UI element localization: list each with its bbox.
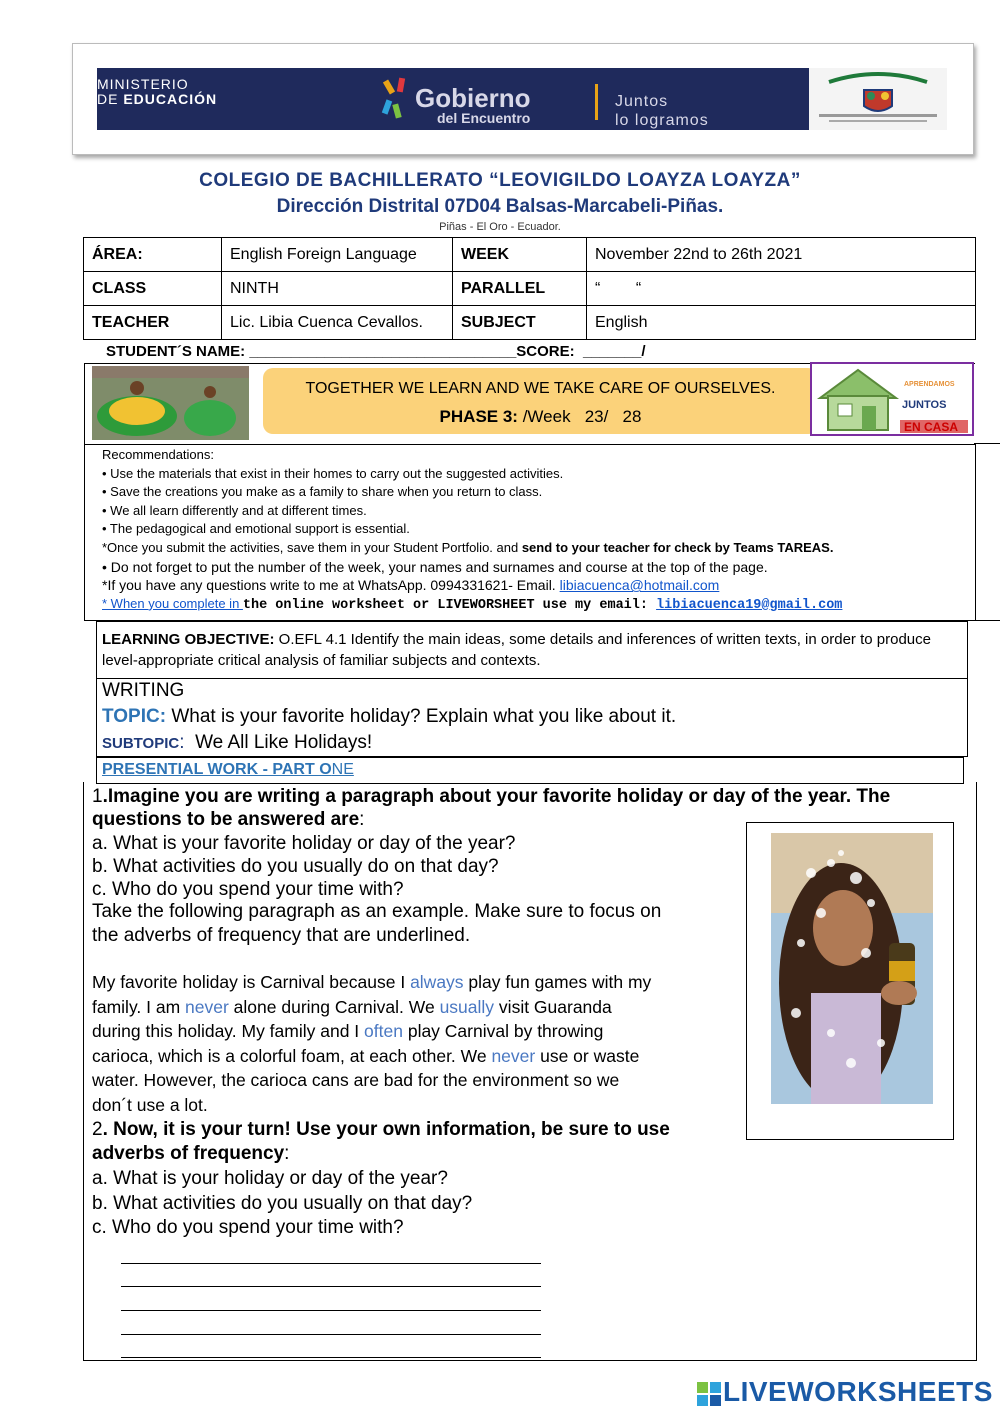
together-slogan: TOGETHER WE LEARN AND WE TAKE CARE OF OURSELVES. — [305, 380, 776, 397]
table-row — [84, 306, 976, 340]
reminder-note: • Do not forget to put the number of the week, your names and surnames and course at the top of the page. — [102, 558, 768, 575]
svg-text:EN CASA: EN CASA — [904, 420, 959, 434]
parallel-value[interactable]: “ “ — [587, 272, 976, 306]
banner-divider — [595, 84, 598, 120]
subject-value: English — [587, 306, 976, 340]
school-name: COLEGIO DE BACHILLERATO “LEOVIGILDO LOAYZA LOAYZA” — [199, 170, 801, 191]
class-value: NINTH — [222, 272, 453, 306]
info-table — [83, 237, 976, 340]
list-item: • We all learn differently and at different times. — [102, 502, 367, 518]
slogan: Juntos lo logramos — [615, 93, 709, 129]
list-item: • Use the materials that exist in their homes to carry out the suggested activities. — [102, 465, 564, 481]
list-item: a. What is your holiday or day of the year? — [92, 1168, 448, 1189]
contact-email-link[interactable]: libiacuenca@hotmail.com — [559, 577, 720, 594]
question-1: 1.Imagine you are writing a paragraph about your favorite holiday or day of the year. The questions to be answered are: — [92, 786, 891, 830]
parallel-label: PARALLEL — [453, 272, 587, 306]
house-icon — [812, 364, 972, 434]
answer-line[interactable] — [121, 1357, 541, 1358]
question-2: 2. Now, it is your turn! Use your own information, be sure to use adverbs of frequency: — [92, 1119, 670, 1164]
answer-line[interactable] — [121, 1263, 541, 1264]
class-label: CLASS — [84, 272, 222, 306]
answer-line[interactable] — [121, 1286, 541, 1287]
question-2-items — [92, 1167, 472, 1241]
teacher-label: TEACHER — [84, 306, 222, 340]
government-title: Gobierno — [415, 83, 531, 113]
subject-label: SUBJECT — [453, 306, 587, 340]
example-paragraph: My favorite holiday is Carnival because I always play fun games with my family. I am never alone during Carnival. We usually visit Guaranda during this holiday. My family and I often play Carnival by throwing carioca, which is a colorful foam, at each other. We never use or waste water. However, the carioca cans are bad for the environment so we don´t use a lot. — [92, 972, 652, 1115]
liveworksheets-logo-icon — [697, 1382, 721, 1406]
contact-note: *If you have any questions write to me at WhatsApp. 0994331621- Email. libiacuenca@hotmail.com — [102, 577, 720, 594]
section-title: WRITING — [102, 680, 185, 701]
dancers-photo — [92, 366, 249, 440]
student-name-score-line[interactable]: STUDENT´S NAME: ________________________________SCORE: _______/ — [106, 343, 646, 360]
location: Piñas - El Oro - Ecuador. — [439, 221, 561, 233]
topic: TOPIC: What is your favorite holiday? Explain what you like about it. — [102, 706, 677, 727]
learning-objective: LEARNING OBJECTIVE: O.EFL 4.1 Identify the main ideas, some details and inferences of written texts, in order to produce level-appropriate critical analysis of familiar subjects and contexts. — [102, 631, 931, 669]
liveworksheets-brand: LIVEWORKSHEETS — [723, 1376, 993, 1407]
list-item: c. Who do you spend your time with? — [92, 1217, 404, 1238]
ministry-line1: MINISTERIO — [97, 76, 189, 92]
girl-carnival-photo — [771, 833, 933, 1104]
portfolio-note: *Once you submit the activities, save them in your Student Portfolio. and send to your teacher for check by Teams TAREAS. — [102, 539, 834, 555]
header-banner — [97, 68, 947, 130]
week-label: WEEK — [453, 238, 587, 272]
list-item: b. What activities do you usually do on that day? — [92, 856, 499, 877]
answer-line[interactable] — [121, 1334, 541, 1335]
divider — [974, 443, 1000, 444]
ministry-line2: DE EDUCACIÓN — [97, 91, 218, 107]
adverb: never — [491, 1045, 536, 1066]
area-label: ÁREA: — [84, 238, 222, 272]
district-name: Dirección Distrital 07D04 Balsas-Marcabeli-Piñas. — [276, 196, 724, 217]
example-intro: Take the following paragraph as an example. Make sure to focus on the adverbs of frequency that are underlined. — [92, 901, 662, 946]
online-note-link[interactable]: * When you complete in — [102, 595, 243, 611]
government-subtitle: del Encuentro — [437, 110, 531, 126]
list-item: c. Who do you spend your time with? — [92, 879, 404, 900]
svg-text:APRENDAMOS: APRENDAMOS — [904, 381, 955, 388]
recommendations-title: Recommendations: — [102, 447, 214, 462]
svg-text:JUNTOS: JUNTOS — [902, 399, 947, 411]
online-email-link[interactable]: libiacuenca19@gmail.com — [656, 597, 843, 613]
presential-heading: PRESENTIAL WORK - PART ONE — [102, 761, 354, 778]
phase-week: PHASE 3: /Week 23/ 28 — [439, 407, 642, 426]
adverb: often — [364, 1021, 403, 1042]
subtopic: SUBTOPIC: We All Like Holidays! — [102, 732, 373, 753]
question-1-items — [92, 832, 516, 901]
home-learning-logo — [810, 362, 974, 436]
answer-line[interactable] — [121, 1310, 541, 1311]
list-item: b. What activities do you usually on that day? — [92, 1192, 473, 1214]
adverb: never — [185, 996, 229, 1017]
week-value: November 22nd to 26th 2021 — [587, 238, 976, 272]
area-value: English Foreign Language — [222, 238, 453, 272]
adverb: always — [410, 972, 464, 992]
online-note: * When you complete in the online worksheet or LIVEWORSHEET use my email: libiacuenca19@gmail.com — [102, 595, 843, 613]
school-logo-icon — [809, 68, 947, 130]
table-row — [84, 272, 976, 306]
list-item: • The pedagogical and emotional support is essential. — [102, 521, 410, 537]
recommendations — [102, 446, 972, 615]
table-row — [84, 238, 976, 272]
list-item: • Save the creations you make as a family to share when you return to class. — [102, 484, 543, 500]
adverb: usually — [439, 996, 495, 1017]
divider — [974, 620, 1000, 621]
list-item: a. What is your favorite holiday or day of the year? — [92, 833, 516, 854]
ministry-logo — [97, 77, 287, 107]
teacher-value: Lic. Libia Cuenca Cevallos. — [222, 306, 453, 340]
